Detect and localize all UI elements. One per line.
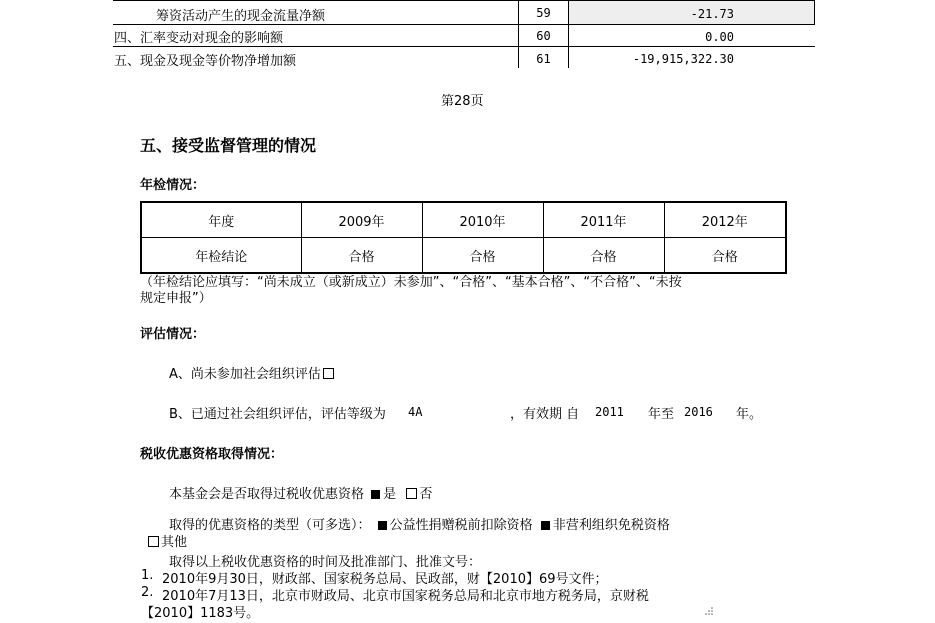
q1-text: 本基金会是否取得过税收优惠资格 [169,487,365,502]
tax-title: 税收优惠资格取得情况： [140,447,284,462]
checkbox-unchecked-icon[interactable] [323,368,334,379]
q1-no: 否 [419,487,433,502]
table-cell: 年度 [141,202,301,238]
cashflow-line-number: 59 [536,6,551,20]
tax-question-2 [169,514,670,533]
table-cell: 2010年 [422,202,543,238]
list-item: 【2010】1183号。 [141,606,260,621]
year-end: 年。 [736,407,763,422]
checkbox-unchecked-icon[interactable] [406,488,417,499]
checkbox-unchecked-icon[interactable] [148,536,159,547]
cashflow-value: -19,915,322.30 [632,52,734,66]
cashflow-rule [113,0,815,1]
table-cell: 合格 [301,238,422,274]
evaluation-grade: 4A [408,405,423,419]
checkbox-checked-icon[interactable] [378,521,387,530]
q2-option-2: 非营利组织免税资格 [552,518,670,533]
evaluation-option-a [169,363,336,382]
cashflow-label: 筹资活动产生的现金流量净额 [156,9,326,24]
checkbox-checked-icon[interactable] [541,521,550,530]
evaluation-title: 评估情况： [140,327,206,342]
table-cell: 2011年 [543,202,664,238]
q2-text: 取得的优惠资格的类型（可多选）： [169,518,371,533]
table-cell: 2009年 [301,202,422,238]
year-mid: 年至 [648,407,675,422]
table-cell: 合格 [543,238,664,274]
table-header-row [141,202,786,238]
list-item-number: 1. [141,568,154,583]
cashflow-rule [814,0,815,25]
table-cell: 合格 [422,238,543,274]
cashflow-value: 0.00 [705,30,734,44]
table-row [141,238,786,274]
evaluation-option-b [169,403,386,422]
q2-option-1: 公益性捐赠税前扣除资格 [389,518,533,533]
valid-prefix: ，有效期 自 [510,407,580,422]
table-cell: 2012年 [664,202,786,238]
checkbox-checked-icon[interactable] [371,490,380,499]
cashflow-rule [113,24,815,25]
table-cell: 年检结论 [141,238,301,274]
cashflow-label: 五、现金及现金等价物净增加额 [114,54,297,69]
tax-question-3: 取得以上税收优惠资格的时间及批准部门、批准文号： [169,555,482,570]
list-item: 2010年9月30日，财政部、国家税务总局、民政部，财【2010】69号文件； [162,572,608,587]
cashflow-rule [113,46,815,47]
q1-yes: 是 [383,487,397,502]
page-number: 第28页 [441,94,484,109]
list-item-number: 2. [141,585,154,600]
section-title: 五、接受监督管理的情况 [140,136,317,155]
annual-inspection-table [140,201,787,274]
q2-option-3: 其他 [161,535,188,550]
cashflow-label: 四、汇率变动对现金的影响额 [114,31,284,46]
tax-question-1 [169,483,432,502]
tax-question-2-other [146,531,187,550]
option-b-label: B、已通过社会组织评估，评估等级为 [169,407,386,422]
cashflow-line-number: 61 [536,52,551,66]
list-item: 2010年7月13日，北京市财政局、北京市国家税务总局和北京市地方税务局，京财税 [162,589,649,604]
table-cell: 合格 [664,238,786,274]
inspection-note: 规定申报”） [140,291,212,306]
cashflow-line-number: 60 [536,29,551,43]
resize-grip-icon [704,605,714,615]
year-from: 2011 [595,405,624,419]
inspection-note: （年检结论应填写：“尚未成立（或新成立）未参加”、“合格”、“基本合格”、“不合格”、“未按 [140,275,682,290]
option-a-label: A、尚未参加社会组织评估 [169,367,321,382]
annual-inspection-title: 年检情况： [140,178,206,193]
cashflow-value: -21.73 [690,7,734,21]
cashflow-rule [568,0,569,68]
year-to: 2016 [684,405,713,419]
